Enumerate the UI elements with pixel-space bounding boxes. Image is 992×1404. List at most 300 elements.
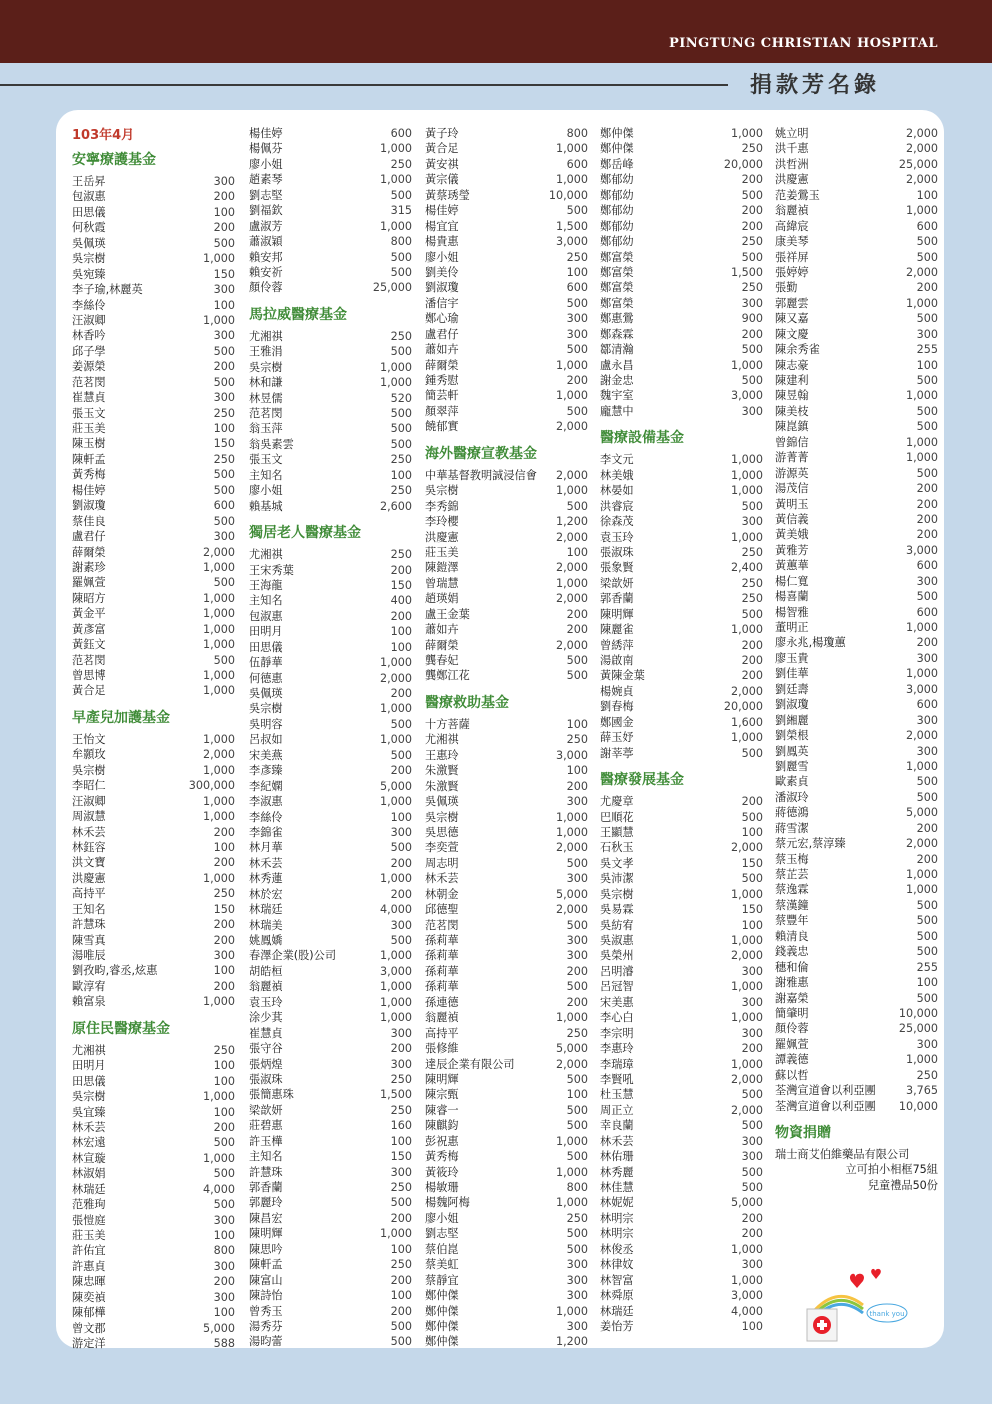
donation-amount: 200 [741, 669, 763, 683]
donor-row [72, 560, 235, 575]
donor-name: 田思儀 [72, 205, 106, 219]
donor-name: 袁玉玲 [249, 995, 283, 1009]
donor-row [72, 668, 235, 683]
donor-name: 林淑娟 [72, 1167, 106, 1181]
donation-amount: 160 [390, 1119, 412, 1133]
donation-amount: 800 [390, 235, 412, 249]
donor-name: 蔡元宏,蔡淳臻 [775, 837, 846, 851]
donation-amount: 200 [390, 764, 412, 778]
donation-amount: 500 [213, 576, 235, 590]
donor-row [249, 1226, 412, 1241]
thank-you-gift-illustration [805, 1265, 917, 1345]
donor-row [425, 250, 588, 265]
donor-row [249, 1273, 412, 1288]
donor-name: 陳麒鈞 [425, 1119, 459, 1133]
donation-amount: 250 [566, 1211, 588, 1225]
donation-amount: 100 [390, 1289, 412, 1303]
donation-amount: 500 [213, 1136, 235, 1150]
donor-name: 陳又嘉 [775, 312, 809, 326]
donor-row [600, 948, 763, 963]
donor-row [600, 1010, 763, 1025]
donation-amount: 500 [566, 1150, 588, 1164]
donor-row [775, 358, 938, 373]
donor-row [775, 1006, 938, 1021]
donor-row [72, 963, 235, 978]
donor-row [249, 437, 412, 452]
donation-amount: 250 [390, 1103, 412, 1117]
donor-name: 鄭森霖 [600, 327, 634, 341]
donor-row [425, 280, 588, 295]
donor-name: 張炳煌 [249, 1057, 283, 1071]
donor-name: 王海龍 [249, 578, 283, 592]
donor-row [425, 1334, 588, 1349]
donor-row [249, 1334, 412, 1349]
donation-amount: 1,000 [202, 732, 235, 746]
donor-row [425, 825, 588, 840]
donation-amount: 1,000 [202, 794, 235, 808]
donor-row [600, 995, 763, 1010]
donor-row [775, 697, 938, 712]
donor-row [72, 1166, 235, 1181]
donor-name: 林宏遠 [72, 1136, 106, 1150]
donor-row [425, 1319, 588, 1334]
donor-name: 黃筱玲 [425, 1165, 459, 1179]
donor-name: 翁玉萍 [249, 422, 283, 436]
donor-row [72, 344, 235, 359]
donor-row [72, 778, 235, 793]
donor-name: 林明宗 [600, 1211, 634, 1225]
donor-name: 謝雅惠 [775, 976, 809, 990]
donor-name: 陳宗甄 [425, 1088, 459, 1102]
donor-row [425, 1195, 588, 1210]
donation-amount: 500 [566, 404, 588, 418]
donor-row [72, 840, 235, 855]
donation-amount: 300 [213, 391, 235, 405]
donation-amount: 500 [916, 590, 938, 604]
donation-amount: 250 [741, 235, 763, 249]
donation-amount: 600 [916, 698, 938, 712]
donor-name: 范茗閔 [249, 407, 283, 420]
donor-name: 孫莉華 [425, 980, 459, 994]
donor-row [72, 251, 235, 266]
fund-section-title: 物資捐贈 [775, 1125, 831, 1141]
donor-row [775, 1021, 938, 1036]
donation-amount: 1,000 [202, 638, 235, 652]
donor-name: 黃明玉 [775, 497, 809, 511]
donor-row [425, 918, 588, 933]
donation-amount: 3,000 [730, 389, 763, 403]
donor-name: 李絲伶 [72, 298, 106, 312]
donation-amount: 500 [390, 188, 412, 202]
donation-amount: 500 [390, 250, 412, 264]
donor-name: 陳睿一 [425, 1103, 459, 1117]
donor-name: 鄭心瑜 [425, 312, 459, 326]
donation-amount: 1,600 [730, 715, 763, 729]
donor-name: 劉美伶 [425, 265, 459, 279]
donor-row [425, 1026, 588, 1041]
donor-row [72, 359, 235, 374]
donor-row [425, 1010, 588, 1025]
donor-name: 陳志豪 [775, 358, 809, 372]
donor-row [425, 1211, 588, 1226]
donation-amount: 200 [390, 687, 412, 700]
donor-row [249, 563, 412, 578]
donor-name: 黃宗儀 [425, 173, 459, 187]
donation-amount: 100 [566, 1088, 588, 1102]
donation-amount: 200 [741, 327, 763, 341]
donation-amount: 2,000 [202, 545, 235, 559]
donor-name: 梁歆妍 [600, 576, 634, 590]
donation-amount: 250 [741, 592, 763, 606]
donation-amount: 300 [916, 574, 938, 588]
donor-row [600, 871, 763, 886]
donor-name: 廖小姐 [425, 1211, 459, 1225]
donor-name: 陳余秀雀 [775, 343, 820, 357]
donor-row [72, 1043, 235, 1058]
donor-row [249, 375, 412, 390]
donor-row [600, 1288, 763, 1303]
donor-name: 賴安邦 [249, 250, 283, 264]
donor-row [425, 327, 588, 342]
donor-name: 主知名 [249, 468, 283, 482]
donation-amount: 300 [566, 934, 588, 947]
donor-row [72, 1089, 235, 1104]
donation-amount: 20,000 [723, 700, 763, 714]
donation-amount: 500 [213, 514, 235, 528]
donor-name: 邱子學 [72, 344, 106, 358]
donor-row [249, 483, 412, 498]
donor-name: 孫莉華 [425, 934, 459, 947]
donation-amount: 1,000 [379, 702, 412, 716]
donor-row [600, 825, 763, 840]
donor-row [72, 514, 235, 529]
donor-row [425, 1103, 588, 1118]
donor-name: 黃美娥 [775, 528, 809, 542]
donor-row [425, 342, 588, 357]
donor-row [249, 141, 412, 156]
donor-name: 鄭郁幼 [600, 204, 634, 218]
donor-row [72, 622, 235, 637]
donation-amount: 100 [213, 422, 235, 435]
donor-row [600, 1242, 763, 1257]
donor-row [425, 948, 588, 963]
donor-name: 蔡玉梅 [775, 852, 809, 866]
donor-name: 魏宇室 [600, 389, 634, 403]
donation-amount: 500 [916, 235, 938, 249]
donation-amount: 500 [390, 717, 412, 731]
donor-row [425, 1072, 588, 1087]
donor-row [425, 1134, 588, 1149]
donation-amount: 200 [741, 1042, 763, 1056]
donor-row [72, 1243, 235, 1258]
donor-name: 鄭郁幼 [600, 235, 634, 249]
donation-amount: 500 [916, 420, 938, 434]
material-donation-line: 兒童禮品50份 [867, 1178, 938, 1192]
donor-row [425, 514, 588, 529]
donor-name: 林瑞美 [249, 918, 283, 932]
donation-amount: 200 [566, 779, 588, 793]
donor-name: 鄭富榮 [600, 265, 634, 279]
donor-row [249, 1257, 412, 1272]
donor-name: 周淑慧 [72, 810, 106, 824]
donor-row [72, 421, 235, 436]
donation-amount: 300 [566, 872, 588, 886]
donation-amount: 500 [390, 748, 412, 762]
donor-row [249, 1087, 412, 1102]
donation-amount: 1,000 [730, 358, 763, 372]
donor-name: 張愷庭 [72, 1213, 106, 1227]
donor-row [425, 732, 588, 747]
donation-amount: 100 [213, 840, 235, 854]
donor-row [600, 638, 763, 653]
donor-column-1 [72, 126, 235, 1352]
donor-row [775, 882, 938, 897]
donor-name: 王雅涓 [249, 345, 283, 359]
donor-row [249, 763, 412, 778]
donor-name: 陳崑鎮 [775, 420, 809, 434]
donor-name: 翁麗禎 [775, 204, 809, 218]
fund-section-title: 安寧療護基金 [72, 152, 156, 168]
donation-amount: 300 [916, 1037, 938, 1051]
donation-amount: 400 [390, 594, 412, 608]
donor-row [72, 282, 235, 297]
donor-row [600, 1257, 763, 1272]
donor-row [72, 483, 235, 498]
donation-amount: 300 [213, 283, 235, 297]
donation-amount: 250 [213, 887, 235, 901]
donation-amount: 100 [390, 1134, 412, 1148]
donor-name: 楊佳婷 [425, 204, 459, 218]
donation-amount: 500 [566, 980, 588, 994]
donor-row [775, 558, 938, 573]
donation-amount: 300 [213, 329, 235, 343]
donor-row [72, 1120, 235, 1135]
donor-row [600, 794, 763, 809]
donor-name: 謝莘葶 [600, 746, 634, 760]
donor-row [72, 205, 235, 220]
donor-name: 胡皓桓 [249, 964, 283, 978]
donation-amount: 250 [390, 1258, 412, 1272]
donor-name: 洪慶憲 [72, 871, 106, 885]
donation-amount: 200 [916, 482, 938, 496]
donation-amount: 200 [741, 1211, 763, 1225]
donor-name: 張婷婷 [775, 265, 809, 279]
donor-row [425, 1180, 588, 1195]
donor-row [600, 327, 763, 342]
donation-amount: 500 [741, 1165, 763, 1179]
donation-amount: 500 [566, 1072, 588, 1086]
donor-name: 陳文慶 [775, 327, 809, 341]
donor-name: 姚鳳嬌 [249, 934, 283, 947]
donor-row [425, 748, 588, 763]
donor-name: 許惠貞 [72, 1259, 106, 1273]
donation-amount: 500 [566, 1119, 588, 1133]
donor-row [249, 810, 412, 825]
donation-amount: 600 [213, 499, 235, 513]
donor-name: 劉淑瓊 [425, 281, 459, 295]
donation-amount: 5,000 [730, 1196, 763, 1210]
donation-amount: 2,000 [202, 748, 235, 762]
donation-amount: 200 [390, 1211, 412, 1225]
donor-name: 許慧珠 [72, 918, 106, 932]
donor-row [775, 744, 938, 759]
donation-amount: 600 [916, 605, 938, 619]
donor-name: 吳沛潔 [600, 872, 634, 886]
donation-amount: 800 [213, 1244, 235, 1258]
donor-row [600, 404, 763, 419]
donor-row [775, 898, 938, 913]
donor-row [72, 825, 235, 840]
donor-row [249, 547, 412, 562]
donor-name: 錢義忠 [775, 945, 809, 959]
donor-name: 鍾秀慰 [425, 374, 459, 387]
donation-amount: 1,000 [555, 825, 588, 839]
donor-name: 蔣雪潔 [775, 821, 809, 835]
donor-name: 吳佩瑛 [425, 795, 459, 809]
donor-row [600, 964, 763, 979]
donor-name: 曾瑞慧 [425, 576, 459, 590]
donation-amount: 300 [213, 1213, 235, 1227]
donor-row [72, 902, 235, 917]
donor-row [249, 794, 412, 809]
donor-name: 石秋玉 [600, 841, 634, 855]
donation-amount: 200 [916, 512, 938, 526]
donor-row [249, 732, 412, 747]
donation-amount: 200 [213, 360, 235, 374]
donor-name: 林佑珊 [600, 1150, 634, 1164]
donor-name: 孫莉華 [425, 949, 459, 963]
donor-row [425, 902, 588, 917]
donor-name: 賴基城 [249, 499, 283, 513]
fund-section-title: 醫療發展基金 [600, 772, 684, 789]
donor-name: 林智富 [600, 1273, 634, 1287]
donation-amount: 2,000 [555, 420, 588, 434]
donation-amount: 500 [390, 1319, 412, 1333]
donation-amount: 250 [566, 1026, 588, 1040]
donation-amount: 2,400 [730, 561, 763, 575]
donation-amount: 2,000 [555, 468, 588, 482]
donor-name: 達辰企業有限公司 [425, 1057, 515, 1071]
donation-amount: 200 [741, 219, 763, 233]
donation-amount: 100 [213, 1229, 235, 1242]
donor-row [775, 250, 938, 265]
donor-row [425, 964, 588, 979]
donor-name: 許慧珠 [249, 1165, 283, 1179]
donor-row [425, 1087, 588, 1102]
donation-amount: 500 [741, 499, 763, 513]
donor-row [249, 701, 412, 716]
donation-amount: 2,000 [379, 671, 412, 685]
donation-amount: 300 [213, 175, 235, 188]
donor-row [249, 265, 412, 280]
donation-amount: 150 [213, 267, 235, 281]
donor-name: 黃陳金葉 [600, 669, 645, 683]
donor-row [600, 514, 763, 529]
donor-row [425, 373, 588, 388]
donor-row [249, 578, 412, 593]
donor-row [72, 328, 235, 343]
donor-row [72, 174, 235, 189]
donation-amount: 1,000 [730, 1057, 763, 1071]
donor-name: 林妮妮 [600, 1196, 634, 1210]
donation-amount: 500 [741, 343, 763, 357]
donation-amount: 1,000 [730, 453, 763, 467]
donation-amount: 1,000 [555, 1304, 588, 1318]
donor-row [249, 964, 412, 979]
donation-amount: 1,000 [555, 576, 588, 590]
donor-name: 游定洋 [72, 1337, 106, 1351]
donor-name: 林宣璇 [72, 1151, 106, 1165]
donor-row [425, 979, 588, 994]
donor-row [600, 358, 763, 373]
donor-name: 廖永兆,楊瓊蕙 [775, 636, 846, 650]
donor-row [72, 637, 235, 652]
donor-row [425, 157, 588, 172]
donation-amount: 300 [566, 1273, 588, 1287]
donor-name: 尤湘祺 [249, 548, 283, 562]
donation-amount: 100 [741, 825, 763, 839]
donor-row [775, 512, 938, 527]
donor-name: 陳麗雀 [600, 623, 634, 637]
donor-row [249, 1165, 412, 1180]
donor-name: 謝素珍 [72, 560, 106, 574]
donation-amount: 300 [390, 918, 412, 932]
donor-row [775, 265, 938, 280]
donor-row [600, 126, 763, 141]
donor-row [425, 483, 588, 498]
donation-amount: 1,000 [730, 468, 763, 482]
donor-name: 范姜鶯玉 [775, 188, 820, 202]
donor-name: 劉孜畇,睿丞,炫惠 [72, 964, 158, 978]
donor-name: 李宗明 [600, 1026, 634, 1040]
donor-name: 廖玉貴 [775, 651, 809, 665]
donor-name: 李惠玲 [600, 1042, 634, 1056]
donor-name: 李淑惠 [249, 795, 283, 809]
donor-row [72, 236, 235, 251]
donor-name: 陳雪真 [72, 933, 106, 947]
donation-amount: 4,000 [202, 1182, 235, 1196]
donor-row [600, 342, 763, 357]
donor-name: 賴富泉 [72, 995, 106, 1009]
donor-row [72, 452, 235, 467]
donor-name: 陳建利 [775, 374, 809, 387]
donor-name: 顏翠萍 [425, 404, 459, 418]
donor-name: 湯唯辰 [72, 949, 106, 962]
donor-name: 呂叔如 [249, 733, 283, 747]
donor-row [600, 1118, 763, 1133]
donor-name: 吳明容 [249, 717, 283, 731]
donor-name: 陳思吟 [249, 1242, 283, 1256]
donor-row [72, 794, 235, 809]
donor-name: 楊佩芬 [249, 142, 283, 156]
donor-row [72, 917, 235, 932]
donation-amount: 3,000 [555, 748, 588, 762]
donor-name: 朱激賢 [425, 764, 459, 778]
donor-row [425, 622, 588, 637]
donor-name: 莊玉美 [72, 422, 106, 435]
donation-amount: 500 [916, 312, 938, 326]
donor-row [775, 867, 938, 882]
donor-row [425, 1149, 588, 1164]
donor-name: 巴順花 [600, 810, 634, 824]
donation-amount: 250 [741, 142, 763, 156]
donor-row [425, 265, 588, 280]
donor-row [425, 1118, 588, 1133]
donor-name: 陳昌宏 [249, 1211, 283, 1225]
donor-name: 林禾芸 [600, 1134, 634, 1148]
donor-row [249, 452, 412, 467]
donor-name: 劉榮根 [775, 729, 809, 743]
